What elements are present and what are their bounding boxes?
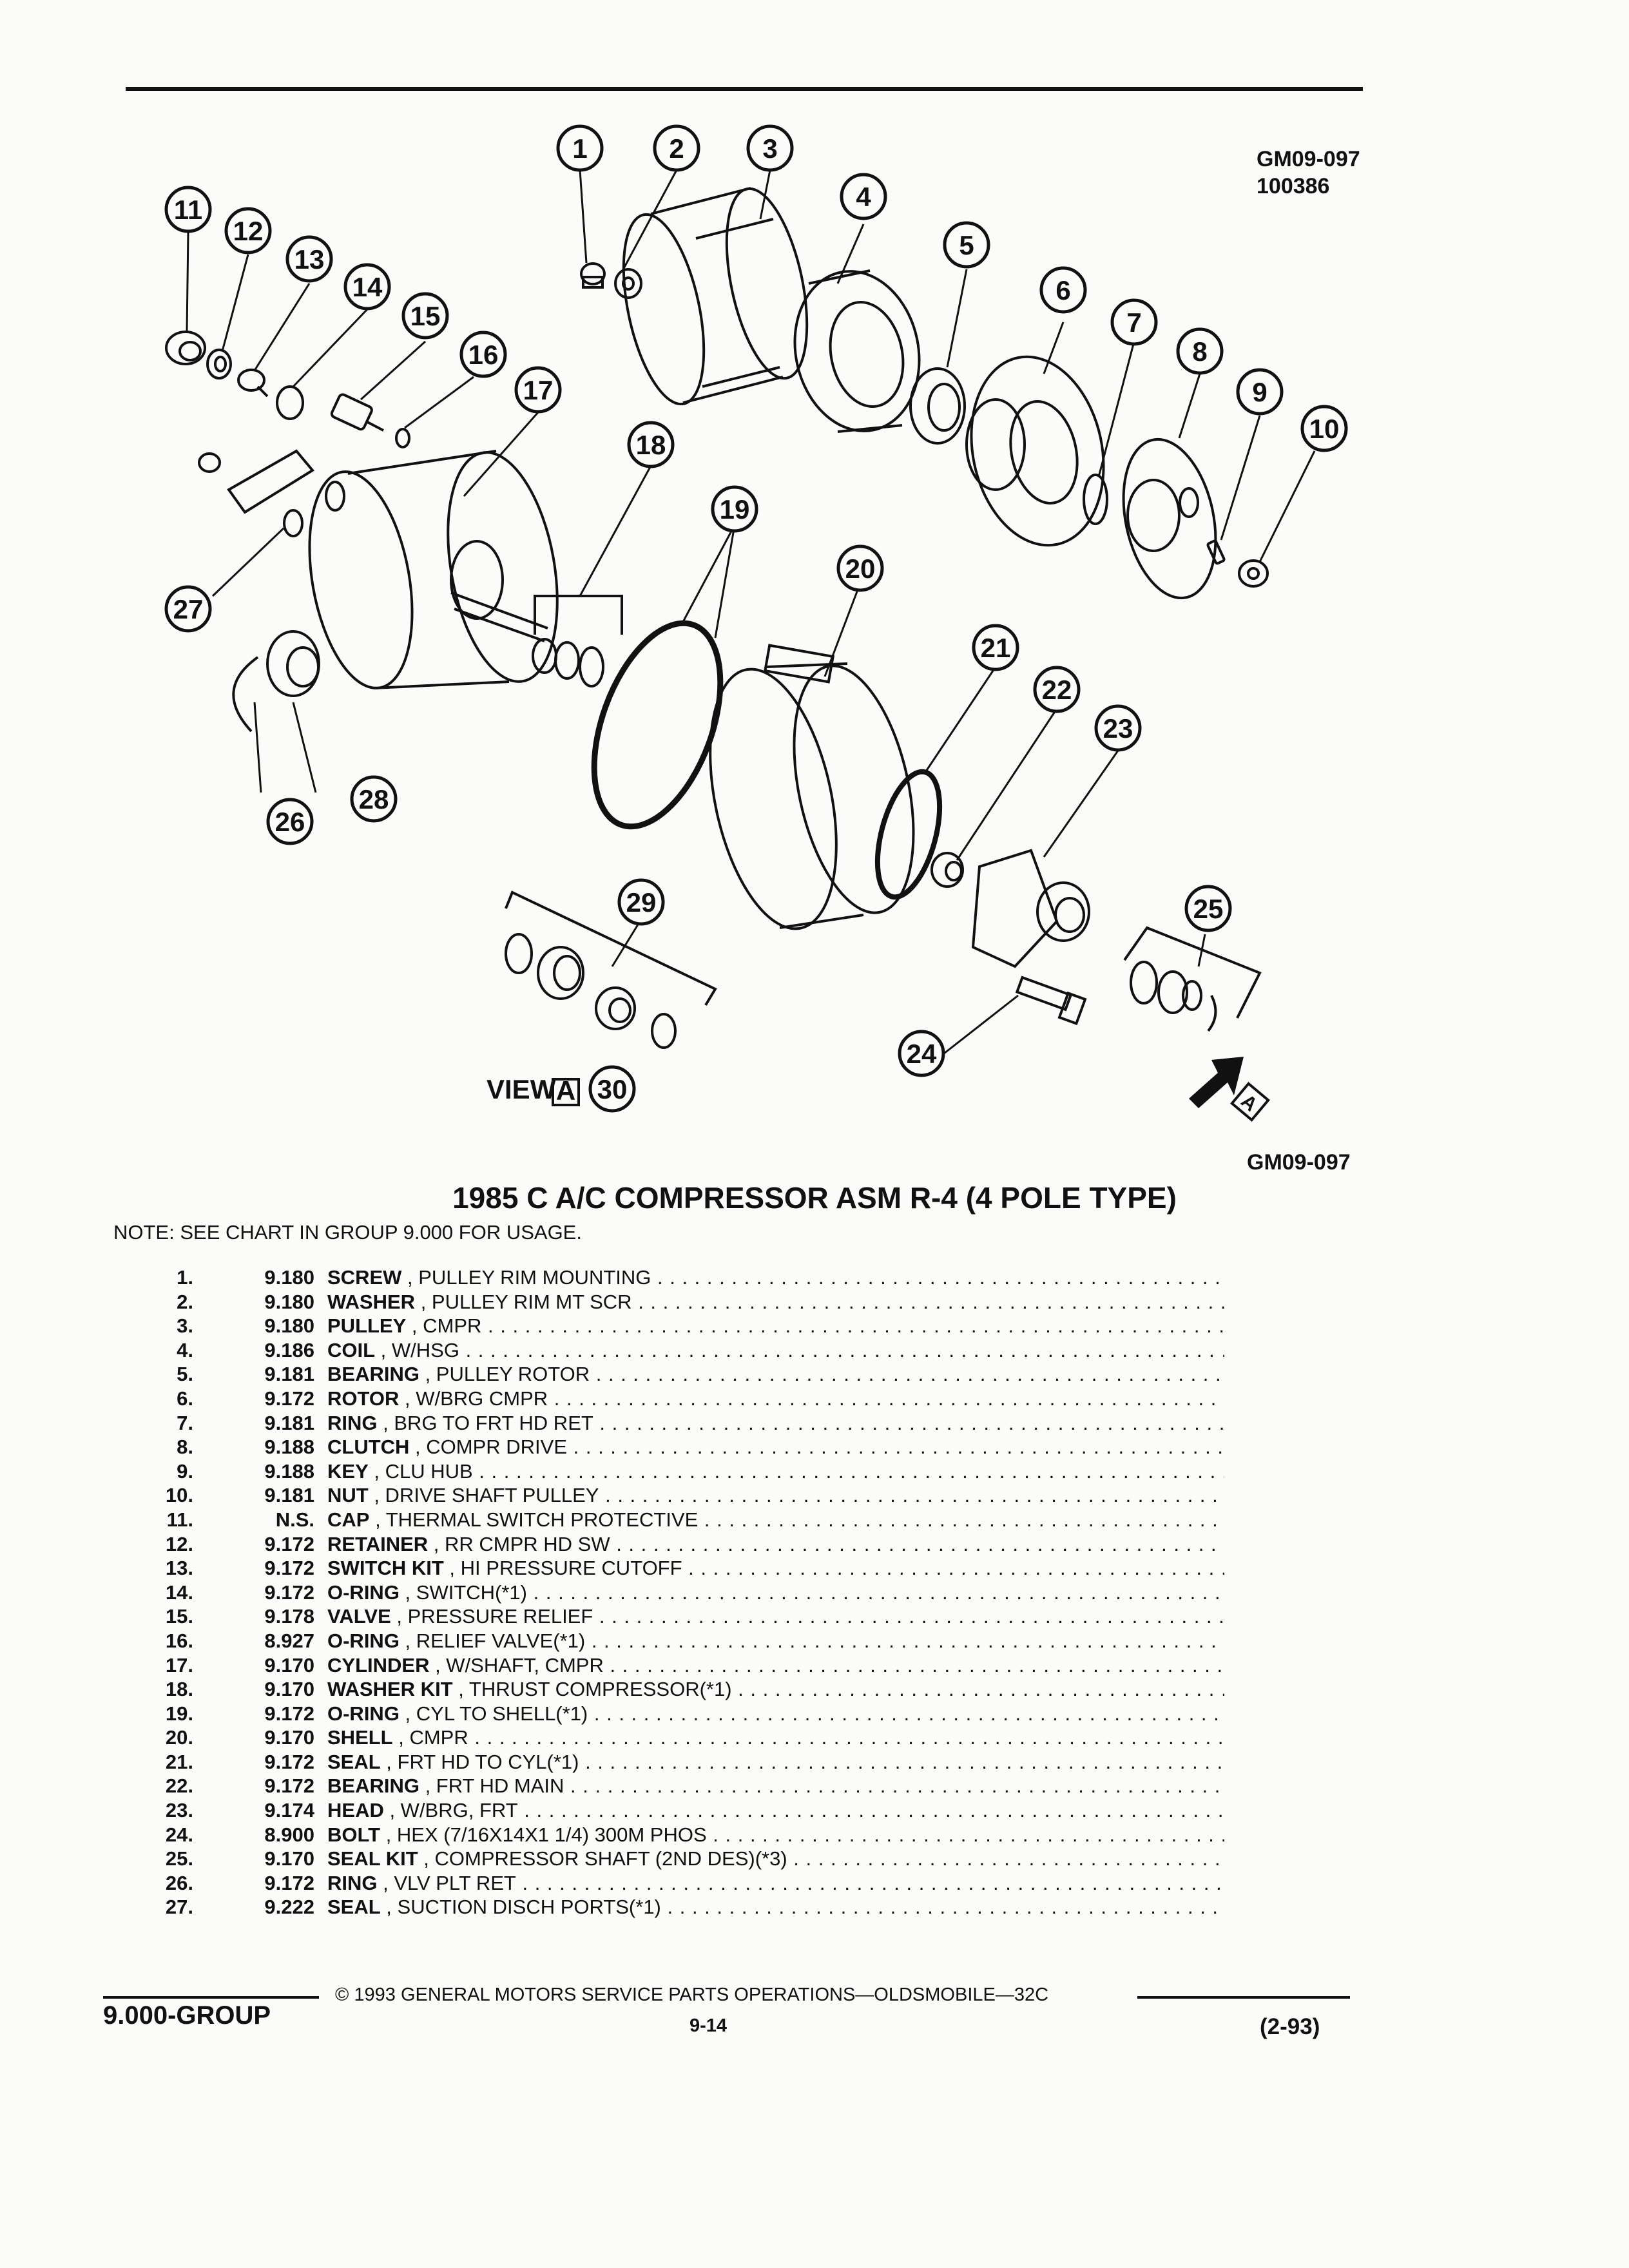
callout-6: [1041, 268, 1085, 312]
part-description: [327, 1508, 1224, 1532]
figure-code-top: GM09-097: [1257, 147, 1360, 171]
part-group: 9.170: [264, 1726, 314, 1749]
parts-row: [129, 1677, 1224, 1702]
part-clutch: [1110, 431, 1229, 607]
part-oring-cyl: [570, 606, 746, 843]
callout-label: 27: [173, 594, 204, 624]
part-description: [327, 1265, 1224, 1290]
usage-note: NOTE: SEE CHART IN GROUP 9.000 FOR USAGE.: [113, 1221, 582, 1244]
part-description: [327, 1653, 1224, 1678]
callout-14: [345, 265, 389, 309]
part-name: PULLEY: [327, 1314, 407, 1338]
parts-row: [129, 1871, 1224, 1896]
part-number: 25.: [165, 1847, 193, 1870]
part-detail: , DRIVE SHAFT PULLEY: [368, 1484, 599, 1507]
part-washer: [615, 269, 641, 298]
part-name: KEY: [327, 1459, 369, 1483]
parts-row: [129, 1798, 1224, 1823]
part-name: SEAL: [327, 1896, 381, 1919]
part-number: 5.: [177, 1363, 193, 1386]
parts-row: [129, 1362, 1224, 1387]
arrow-letter: A: [1237, 1090, 1262, 1116]
part-description: [327, 1725, 1224, 1750]
parts-row: [129, 1725, 1224, 1750]
parts-row: [129, 1338, 1224, 1363]
part-number: 3.: [177, 1314, 193, 1338]
part-group: 9.172: [264, 1774, 314, 1798]
footer-rule-left: [103, 1996, 319, 1999]
part-description: [327, 1847, 1224, 1871]
parts-row: [129, 1459, 1224, 1484]
part-description: [327, 1459, 1224, 1484]
part-description: [327, 1774, 1224, 1798]
figure-date-code: 100386: [1257, 174, 1330, 198]
callout-27: [166, 587, 210, 631]
part-detail: , HEX (7/16X14X1 1/4) 300M PHOS: [380, 1823, 707, 1846]
part-number: 4.: [177, 1338, 193, 1361]
part-switch: [238, 370, 267, 396]
part-name: CLUTCH: [327, 1436, 410, 1459]
part-group: 9.170: [264, 1678, 314, 1701]
callout-label: 9: [1252, 377, 1268, 407]
part-description: [327, 1387, 1224, 1411]
part-group: 9.172: [264, 1557, 314, 1580]
callout-7: [1112, 300, 1156, 344]
part-name: HEAD: [327, 1799, 384, 1822]
part-name: CYLINDER: [327, 1653, 430, 1677]
parts-row: [129, 1604, 1224, 1629]
callout-label: 14: [352, 272, 383, 302]
parts-row: [129, 1750, 1224, 1774]
callout-5: [945, 223, 988, 267]
callout-4: [842, 175, 885, 218]
part-name: RING: [327, 1871, 378, 1894]
callout-10: [1302, 407, 1346, 450]
part-group: 9.181: [264, 1484, 314, 1507]
parts-row: [129, 1629, 1224, 1653]
part-number: 13.: [165, 1557, 193, 1580]
part-detail: , CLU HUB: [368, 1459, 473, 1483]
part-retainer: [207, 350, 231, 378]
callout-label: 20: [845, 553, 876, 584]
part-name: CAP: [327, 1508, 370, 1531]
parts-row: [129, 1532, 1224, 1557]
callout-3: [748, 126, 792, 170]
callout-label: 18: [635, 430, 666, 460]
part-group: 9.180: [264, 1314, 314, 1338]
part-group: 9.172: [264, 1532, 314, 1555]
part-detail: , COMPR DRIVE: [409, 1436, 568, 1459]
part-number: 27.: [165, 1896, 193, 1919]
part-number: 2.: [177, 1290, 193, 1313]
part-detail: , RR CMPR HD SW: [428, 1532, 610, 1555]
callout-20: [838, 546, 882, 590]
callout-18: [629, 423, 673, 466]
callout-label: 10: [1309, 414, 1340, 444]
part-description: [327, 1798, 1224, 1823]
part-detail: , THRUST COMPRESSOR(*1): [452, 1678, 732, 1701]
part-number: 1.: [177, 1266, 193, 1289]
callout-2: [655, 126, 699, 170]
footer-group: 9.000-GROUP: [103, 2001, 271, 2030]
part-group: 9.180: [264, 1266, 314, 1289]
part-name: WASHER: [327, 1290, 416, 1313]
part-screw: [581, 264, 604, 287]
callout-25: [1186, 887, 1230, 930]
part-detail: , PULLEY RIM MT SCR: [415, 1290, 632, 1313]
part-group: 9.170: [264, 1653, 314, 1677]
part-nut: [1239, 561, 1268, 586]
callout-28: [352, 777, 396, 821]
part-description: [327, 1362, 1224, 1387]
part-description: [327, 1435, 1224, 1459]
part-group: 9.170: [264, 1847, 314, 1870]
part-detail: , HI PRESSURE CUTOFF: [443, 1557, 682, 1580]
part-number: 20.: [165, 1726, 193, 1749]
part-name: O-RING: [327, 1629, 400, 1652]
part-name: SEAL: [327, 1750, 381, 1773]
part-description: [327, 1750, 1224, 1774]
part-group: 9.178: [264, 1605, 314, 1628]
part-group: 9.188: [264, 1436, 314, 1459]
callout-label: 16: [468, 340, 499, 370]
part-number: 16.: [165, 1629, 193, 1652]
part-description: [327, 1483, 1224, 1508]
callout-label: 30: [597, 1074, 628, 1104]
part-number: 8.: [177, 1436, 193, 1459]
part-description: [327, 1532, 1224, 1557]
part-detail: , FRT HD MAIN: [419, 1774, 564, 1798]
footer-page-number: 9-14: [689, 2015, 728, 2036]
part-seal-kit: [1124, 928, 1260, 1031]
callout-label: 19: [719, 494, 750, 524]
parts-row: [129, 1702, 1224, 1726]
part-detail: , SWITCH(*1): [399, 1581, 527, 1604]
callout-21: [974, 626, 1017, 669]
part-number: 24.: [165, 1823, 193, 1846]
part-number: 18.: [165, 1678, 193, 1701]
part-group: 9.222: [264, 1896, 314, 1919]
part-seal-group: [506, 892, 715, 1048]
callout-19: [713, 487, 757, 531]
callout-15: [403, 294, 447, 338]
part-number: 17.: [165, 1653, 193, 1677]
part-bolt: [1017, 977, 1085, 1024]
parts-row: [129, 1556, 1224, 1581]
callout-label: 22: [1041, 675, 1072, 705]
part-name: O-RING: [327, 1581, 400, 1604]
part-name: BEARING: [327, 1774, 419, 1798]
part-name: SCREW: [327, 1266, 402, 1289]
part-group: 9.172: [264, 1581, 314, 1604]
part-valve: [331, 393, 383, 430]
callout-8: [1178, 329, 1222, 373]
part-name: RING: [327, 1411, 378, 1434]
part-name: NUT: [327, 1484, 369, 1507]
part-group: 9.172: [264, 1871, 314, 1894]
part-description: [327, 1895, 1224, 1919]
callout-26: [268, 800, 312, 843]
callout-label: 6: [1055, 275, 1071, 305]
part-detail: , W/HSG: [375, 1338, 459, 1361]
part-number: 19.: [165, 1702, 193, 1725]
parts-row: [129, 1895, 1224, 1919]
view-label: VIEW: [487, 1074, 556, 1104]
footer-rule-right: [1137, 1996, 1350, 1999]
parts-row: [129, 1387, 1224, 1411]
part-valve-plate: [267, 631, 319, 696]
callout-label: 13: [294, 244, 325, 274]
part-name: WASHER KIT: [327, 1678, 453, 1701]
part-head: [973, 850, 1089, 966]
part-detail: , W/SHAFT, CMPR: [429, 1653, 604, 1677]
part-number: 10.: [165, 1484, 193, 1507]
callout-label: 29: [626, 887, 657, 918]
part-number: 26.: [165, 1871, 193, 1894]
callout-label: 25: [1193, 894, 1224, 924]
part-name: ROTOR: [327, 1387, 400, 1410]
footer-copyright: © 1993 GENERAL MOTORS SERVICE PARTS OPERATIONS—OLDSMOBILE—32C: [335, 1984, 1049, 2005]
part-number: 23.: [165, 1799, 193, 1822]
parts-row: [129, 1847, 1224, 1871]
part-pulley: [609, 182, 822, 411]
part-detail: , CMPR: [392, 1726, 468, 1749]
callout-label: 28: [358, 784, 389, 814]
part-number: 6.: [177, 1387, 193, 1410]
part-detail: , FRT HD TO CYL(*1): [380, 1750, 579, 1773]
view-a-arrow: [1189, 1057, 1268, 1120]
part-group: 9.172: [264, 1702, 314, 1725]
part-group: 9.180: [264, 1290, 314, 1313]
parts-row: [129, 1508, 1224, 1532]
part-description: [327, 1702, 1224, 1726]
parts-row: [129, 1435, 1224, 1459]
part-group: 9.172: [264, 1750, 314, 1773]
part-description: [327, 1629, 1224, 1653]
part-name: RETAINER: [327, 1532, 429, 1555]
callout-label: 1: [572, 133, 588, 164]
part-description: [327, 1823, 1224, 1847]
part-detail: , W/BRG, FRT: [383, 1799, 518, 1822]
part-detail: , THERMAL SWITCH PROTECTIVE: [369, 1508, 699, 1531]
part-name: BOLT: [327, 1823, 381, 1846]
part-group: 9.181: [264, 1411, 314, 1434]
parts-row: [129, 1411, 1224, 1436]
callout-label: 23: [1103, 713, 1133, 744]
part-detail: , SUCTION DISCH PORTS(*1): [380, 1896, 661, 1919]
part-detail: , COMPRESSOR SHAFT (2ND DES)(*3): [418, 1847, 787, 1870]
part-name: BEARING: [327, 1363, 419, 1386]
parts-row: [129, 1823, 1224, 1847]
callout-16: [461, 332, 505, 376]
callout-label: 24: [906, 1039, 937, 1069]
part-description: [327, 1290, 1224, 1314]
part-detail: , PULLEY ROTOR: [419, 1363, 590, 1386]
part-number: 14.: [165, 1581, 193, 1604]
callout-13: [287, 237, 331, 281]
part-description: [327, 1556, 1224, 1581]
parts-row: [129, 1774, 1224, 1798]
part-description: [327, 1581, 1224, 1605]
part-detail: , PRESSURE RELIEF: [390, 1605, 593, 1628]
part-ring: [1084, 475, 1107, 524]
part-cap: [166, 332, 205, 364]
part-washer-kit: [533, 596, 622, 686]
part-group: 9.174: [264, 1799, 314, 1822]
callout-17: [516, 368, 560, 412]
part-bracket: [199, 451, 313, 512]
part-name: VALVE: [327, 1605, 391, 1628]
parts-row: [129, 1581, 1224, 1605]
part-name: O-RING: [327, 1702, 400, 1725]
callout-9: [1238, 370, 1282, 414]
part-oring-relief: [396, 429, 409, 447]
part-group: 9.186: [264, 1338, 314, 1361]
callout-label: 4: [856, 182, 871, 212]
part-group: 8.927: [264, 1629, 314, 1652]
part-name: SEAL KIT: [327, 1847, 418, 1870]
parts-row: [129, 1483, 1224, 1508]
part-bearing: [911, 369, 965, 443]
part-description: [327, 1677, 1224, 1702]
part-description: [327, 1411, 1224, 1436]
part-detail: , BRG TO FRT HD RET: [377, 1411, 593, 1434]
part-detail: , VLV PLT RET: [377, 1871, 516, 1894]
part-detail: , PULLEY RIM MOUNTING: [401, 1266, 651, 1289]
callout-label: 17: [523, 375, 554, 405]
part-name: SHELL: [327, 1726, 393, 1749]
parts-row: [129, 1290, 1224, 1314]
part-oring-switch: [277, 387, 303, 419]
part-number: 21.: [165, 1750, 193, 1773]
part-name: SWITCH KIT: [327, 1557, 444, 1580]
callout-label: 11: [173, 195, 203, 225]
part-name: COIL: [327, 1338, 376, 1361]
part-number: 22.: [165, 1774, 193, 1798]
part-number: 12.: [165, 1532, 193, 1555]
part-detail: , CMPR: [406, 1314, 482, 1338]
callout-label: 7: [1126, 307, 1142, 338]
part-group: N.S.: [275, 1508, 314, 1531]
part-detail: , RELIEF VALVE(*1): [399, 1629, 586, 1652]
callout-label: 2: [669, 133, 684, 164]
callout-label: 3: [762, 133, 778, 164]
callout-label: 26: [275, 807, 305, 837]
part-description: [327, 1604, 1224, 1629]
view-label-group: [487, 1074, 579, 1106]
parts-row: [129, 1265, 1224, 1290]
callout-label: 8: [1192, 336, 1208, 367]
part-ring-valveplate: [233, 657, 258, 731]
part-rotor: [954, 344, 1120, 557]
callout-label: 15: [410, 301, 441, 331]
page-title: 1985 C A/C COMPRESSOR ASM R-4 (4 POLE TYPE): [452, 1181, 1177, 1215]
callout-24: [900, 1032, 943, 1075]
callout-1: [558, 126, 602, 170]
callout-group: [166, 126, 1346, 1111]
part-number: 9.: [177, 1459, 193, 1483]
callout-label: 5: [959, 230, 974, 260]
callout-11: [166, 187, 210, 231]
part-group: 9.188: [264, 1459, 314, 1483]
callout-label: 21: [980, 633, 1011, 663]
parts-row: [129, 1653, 1224, 1678]
callout-22: [1035, 668, 1079, 711]
part-group: 9.181: [264, 1363, 314, 1386]
part-group: 9.172: [264, 1387, 314, 1410]
part-description: [327, 1871, 1224, 1896]
parts-list: [129, 1265, 1224, 1919]
part-detail: , W/BRG CMPR: [399, 1387, 548, 1410]
part-description: [327, 1338, 1224, 1363]
figure-code-bottom: GM09-097: [1247, 1150, 1351, 1175]
callout-29: [619, 880, 663, 924]
callout-30: [590, 1067, 634, 1111]
footer-date: (2-93): [1260, 2014, 1320, 2039]
part-number: 7.: [177, 1411, 193, 1434]
part-number: 11.: [166, 1508, 193, 1531]
callout-23: [1096, 706, 1140, 750]
part-group: 8.900: [264, 1823, 314, 1846]
parts-row: [129, 1314, 1224, 1338]
part-detail: , CYL TO SHELL(*1): [399, 1702, 588, 1725]
callout-label: 12: [233, 216, 264, 246]
part-description: [327, 1314, 1224, 1338]
part-number: 15.: [165, 1605, 193, 1628]
callout-12: [226, 209, 270, 253]
view-letter: A: [555, 1075, 576, 1106]
